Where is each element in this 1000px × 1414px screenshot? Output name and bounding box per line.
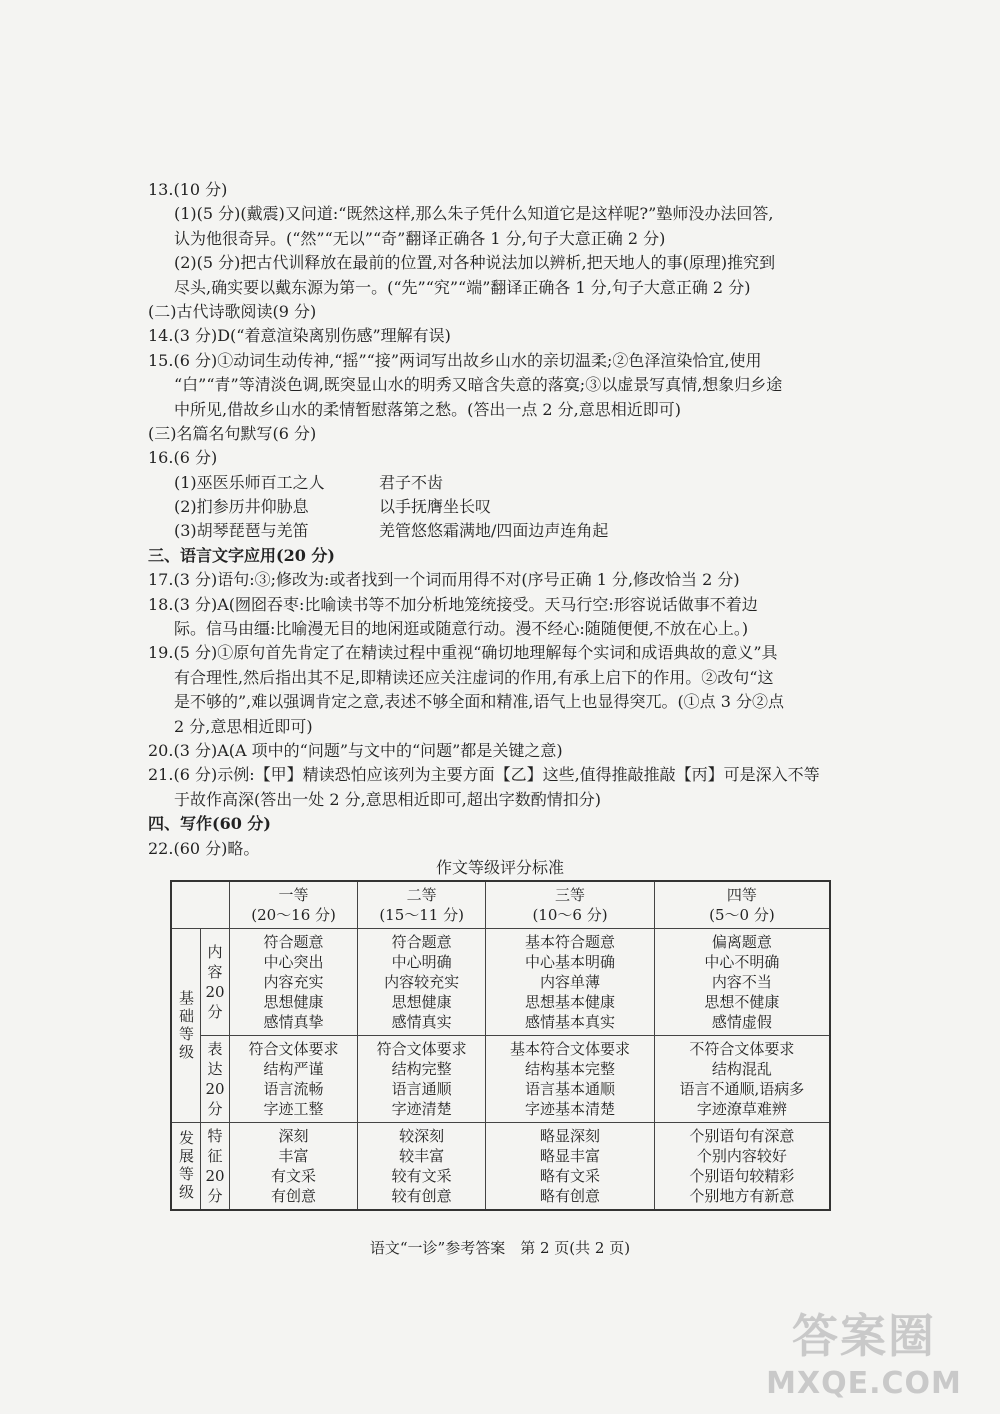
recitation-prompt: (1)巫医乐师百工之人 [174, 472, 325, 492]
watermark-url: MXQE.COM [766, 1366, 962, 1401]
text-line: (2)(5 分)把古代训释放在最前的位置,对各种说法加以辨析,把天地人的事(原理)推究到 [174, 253, 776, 273]
expression-grade-1: 符合文体要求 结构严谨 语言流畅 字迹工整 [230, 1036, 358, 1123]
basic-level-label: 基础等级 [171, 929, 201, 1123]
text-line: 17.(3 分)语句:③;修改为:或者找到一个词而用得不对(序号正确 1 分,修改恰当 2 分) [148, 570, 740, 590]
header-grade-1: 一等 (20～16 分) [230, 881, 358, 929]
header-grade-3: 三等 (10～6 分) [486, 881, 655, 929]
expression-grade-3: 基本符合文体要求 结构基本完整 语言基本通顺 字迹基本清楚 [486, 1036, 655, 1123]
recitation-answer: 羌管悠悠霜满地/四面边声连角起 [379, 521, 609, 541]
header-empty-cell [171, 881, 230, 929]
answer-content [148, 178, 868, 861]
features-grade-1: 深刻 丰富 有文采 有创意 [230, 1123, 358, 1211]
features-grade-3: 略显深刻 略显丰富 略有文采 略有创意 [486, 1123, 655, 1211]
text-line: 15.(6 分)①动词生动传神,“摇”“接”两词写出故乡山水的亲切温柔;②色泽渲染恰宜,使用 [148, 350, 762, 370]
text-line: 19.(5 分)①原句首先肯定了在精读过程中重视“确切地理解每个实词和成语典故的意义”具 [148, 643, 778, 663]
content-grade-3: 基本符合题意 中心基本明确 内容单薄 思想基本健康 感情基本真实 [486, 929, 655, 1036]
recitation-row [148, 519, 868, 543]
text-line: 三、语言文字应用(20 分) [148, 545, 335, 565]
features-label: 特 征 20 分 [201, 1123, 230, 1211]
text-line: 2 分,意思相近即可) [174, 716, 313, 736]
page-footer: 语文“一诊”参考答案 第 2 页(共 2 页) [369, 1239, 631, 1257]
text-line: 20.(3 分)A(A 项中的“问题”与文中的“问题”都是关键之意) [148, 740, 563, 760]
expression-grade-2: 符合文体要求 结构完整 语言通顺 字迹清楚 [358, 1036, 486, 1123]
text-line: 有合理性,然后指出其不足,即精读还应关注虚词的作用,有承上启下的作用。②改句“这 [174, 667, 774, 687]
recitation-answer: 君子不齿 [379, 472, 444, 492]
content-grade-4: 偏离题意 中心不明确 内容不当 思想不健康 感情虚假 [654, 929, 830, 1036]
row-expression [171, 1036, 830, 1123]
grading-table [170, 880, 831, 1211]
answers-part-1 [148, 178, 868, 471]
table-title: 作文等级评分标准 [435, 858, 564, 877]
text-line: 于故作高深(答出一处 2 分,意思相近即可,超出字数酌情扣分) [174, 789, 602, 809]
text-line: 22.(60 分)略。 [148, 838, 260, 858]
features-grade-2: 较深刻 较丰富 较有文采 较有创意 [358, 1123, 486, 1211]
row-features [171, 1123, 830, 1211]
recitation-answers [148, 471, 868, 544]
text-line: 是不够的”,难以强调肯定之意,表述不够全面和精准,语气上也显得突兀。(①点 3 分②点 [174, 692, 785, 712]
development-level-label: 发展等级 [171, 1123, 201, 1211]
recitation-prompt: (3)胡琴琵琶与羌笛 [174, 521, 309, 541]
text-line: 16.(6 分) [148, 448, 218, 468]
text-line: (三)名篇名句默写(6 分) [148, 423, 317, 443]
text-line: 际。信马由缰:比喻漫无目的地闲逛或随意行动。漫不经心:随随便便,不放在心上。) [174, 619, 749, 639]
text-line: 14.(3 分)D(“着意渲染离别伤感”理解有误) [148, 326, 451, 346]
text-line: (二)古代诗歌阅读(9 分) [148, 301, 317, 321]
header-grade-4: 四等 (5～0 分) [654, 881, 830, 929]
recitation-answer: 以手抚膺坐长叹 [379, 497, 492, 517]
row-content [171, 929, 830, 1036]
text-line: 四、写作(60 分) [148, 814, 271, 834]
recitation-row [148, 471, 868, 495]
watermark [764, 1300, 964, 1410]
text-line: 认为他很奇异。(“然”“无以”“奇”翻译正确各 1 分,句子大意正确 2 分) [174, 228, 666, 248]
content-grade-1: 符合题意 中心突出 内容充实 思想健康 感情真挚 [230, 929, 358, 1036]
content-label: 内 容 20 分 [201, 929, 230, 1036]
header-grade-2: 二等 (15～11 分) [358, 881, 486, 929]
text-line: 13.(10 分) [148, 180, 228, 199]
recitation-row [148, 495, 868, 519]
expression-grade-4: 不符合文体要求 结构混乱 语言不通顺,语病多 字迹潦草难辨 [654, 1036, 830, 1123]
answers-part-2 [148, 544, 868, 861]
watermark-logo: 答案圈 [792, 1309, 936, 1363]
recitation-prompt: (2)扪参历井仰胁息 [174, 497, 309, 517]
text-line: 18.(3 分)A(囫囵吞枣:比喻读书等不加分析地笼统接受。天马行空:形容说话做事不着边 [148, 594, 758, 614]
text-line: “白”“青”等清淡色调,既突显山水的明秀又暗含失意的落寞;③以虚景写真情,想象归乡途 [174, 375, 783, 395]
text-line: 尽头,确实要以戴东源为第一。(“先”“究”“端”翻译正确各 1 分,句子大意正确 2 分) [174, 277, 751, 297]
text-line: (1)(5 分)(戴震)又问道:“既然这样,那么朱子凭什么知道它是这样呢?”塾师没办法回答, [174, 204, 774, 224]
table-header-row [171, 881, 830, 929]
expression-label: 表 达 20 分 [201, 1036, 230, 1123]
features-grade-4: 个别语句有深意 个别内容较好 个别语句较精彩 个别地方有新意 [654, 1123, 830, 1211]
content-grade-2: 符合题意 中心明确 内容较充实 思想健康 感情真实 [358, 929, 486, 1036]
text-line: 21.(6 分)示例:【甲】精读恐怕应该列为主要方面【乙】这些,值得推敲推敲【丙】可是深入不等 [148, 765, 820, 785]
text-line: 中所见,借故乡山水的柔情暂慰落第之愁。(答出一点 2 分,意思相近即可) [174, 399, 682, 419]
